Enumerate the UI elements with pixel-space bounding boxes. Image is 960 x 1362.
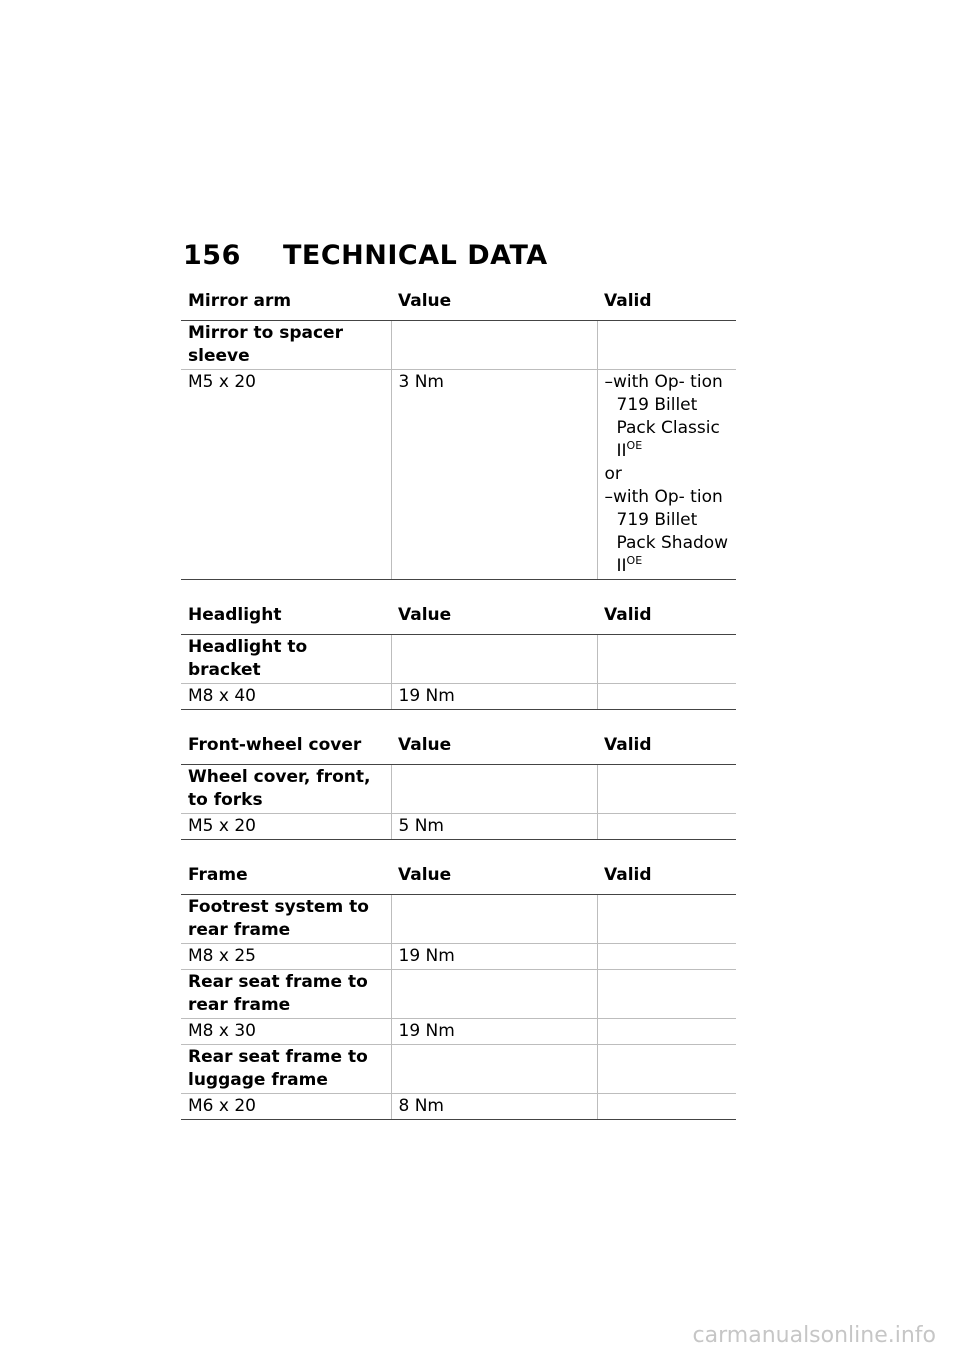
component-cell: Footrest system to rear frame <box>181 895 391 944</box>
valid-cell <box>597 765 736 814</box>
valid-condition-text: or <box>604 464 622 484</box>
column-header: Value <box>391 728 597 765</box>
column-header: Headlight <box>181 598 391 635</box>
value-cell: 19 Nm <box>391 944 597 970</box>
table-spacer <box>181 580 736 598</box>
column-header: Valid <box>597 728 736 765</box>
component-cell: Mirror to spacer sleeve <box>181 321 391 370</box>
table-group-row <box>181 895 736 944</box>
value-cell <box>391 765 597 814</box>
column-header: Value <box>391 598 597 635</box>
table-group-row <box>181 635 736 684</box>
valid-cell <box>597 370 736 580</box>
value-cell: 19 Nm <box>391 1019 597 1045</box>
column-header: Mirror arm <box>181 284 391 321</box>
valid-condition-item <box>605 371 730 463</box>
column-header: Front-wheel cover <box>181 728 391 765</box>
valid-cell <box>597 814 736 840</box>
torque-tables <box>181 284 736 1120</box>
value-cell: 3 Nm <box>391 370 597 580</box>
valid-cell <box>597 1094 736 1120</box>
valid-condition-text: with Op- tion 719 Billet Pack Classic II <box>613 372 723 461</box>
valid-cell <box>597 944 736 970</box>
table-group-row <box>181 765 736 814</box>
column-header: Valid <box>597 284 736 321</box>
column-header: Frame <box>181 858 391 895</box>
table-row <box>181 684 736 710</box>
torque-table <box>181 728 736 840</box>
value-cell: 5 Nm <box>391 814 597 840</box>
column-header: Valid <box>597 858 736 895</box>
table-header-row <box>181 728 736 765</box>
table-spacer <box>181 840 736 858</box>
valid-condition-item <box>605 486 730 578</box>
table-row <box>181 944 736 970</box>
column-header: Value <box>391 858 597 895</box>
value-cell <box>391 1045 597 1094</box>
table-group-row <box>181 970 736 1019</box>
valid-cell <box>597 970 736 1019</box>
valid-cell <box>597 635 736 684</box>
column-header: Value <box>391 284 597 321</box>
page-header <box>183 240 548 271</box>
torque-table <box>181 858 736 1120</box>
section-title: TECHNICAL DATA <box>283 240 548 271</box>
valid-condition-text: with Op- tion 719 Billet Pack Shadow II <box>613 487 729 576</box>
component-cell: M8 x 30 <box>181 1019 391 1045</box>
valid-cell <box>597 321 736 370</box>
valid-condition-list <box>605 371 730 578</box>
table-row <box>181 1094 736 1120</box>
watermark-text: carmanualsonline.info <box>692 1323 936 1348</box>
value-cell <box>391 635 597 684</box>
valid-cell <box>597 1019 736 1045</box>
valid-cell <box>597 895 736 944</box>
dash-marker: – <box>604 487 613 507</box>
component-cell: M5 x 20 <box>181 370 391 580</box>
table-spacer <box>181 710 736 728</box>
torque-table <box>181 284 736 580</box>
component-cell: Headlight to bracket <box>181 635 391 684</box>
valid-cell <box>597 1045 736 1094</box>
table-row <box>181 1019 736 1045</box>
value-cell <box>391 970 597 1019</box>
torque-table <box>181 598 736 710</box>
component-cell: Rear seat frame to rear frame <box>181 970 391 1019</box>
table-header-row <box>181 858 736 895</box>
page-number: 156 <box>183 240 241 271</box>
component-cell: Wheel cover, front, to forks <box>181 765 391 814</box>
table-header-row <box>181 284 736 321</box>
oe-superscript: OE <box>626 554 643 567</box>
component-cell: M5 x 20 <box>181 814 391 840</box>
value-cell: 19 Nm <box>391 684 597 710</box>
component-cell: M6 x 20 <box>181 1094 391 1120</box>
value-cell: 8 Nm <box>391 1094 597 1120</box>
component-cell: M8 x 40 <box>181 684 391 710</box>
dash-marker: – <box>604 372 613 392</box>
table-header-row <box>181 598 736 635</box>
value-cell <box>391 895 597 944</box>
component-cell: M8 x 25 <box>181 944 391 970</box>
table-group-row <box>181 1045 736 1094</box>
table-row <box>181 814 736 840</box>
valid-cell <box>597 684 736 710</box>
oe-superscript: OE <box>626 439 643 452</box>
component-cell: Rear seat frame to luggage frame <box>181 1045 391 1094</box>
table-group-row <box>181 321 736 370</box>
column-header: Valid <box>597 598 736 635</box>
table-row <box>181 370 736 580</box>
value-cell <box>391 321 597 370</box>
valid-condition-item <box>605 463 730 486</box>
